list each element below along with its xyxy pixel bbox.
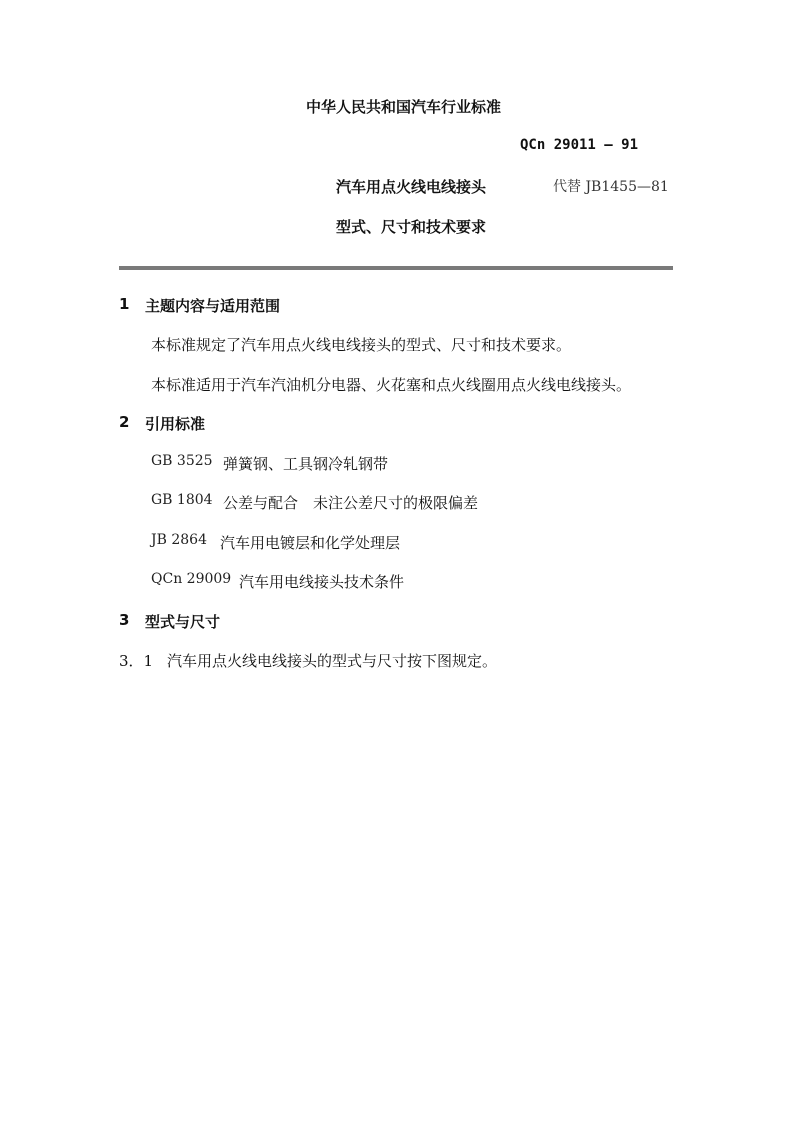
reference-title: 汽车用电线接头技术条件 [239,573,405,591]
section-2-title: 引用标准 [145,415,206,433]
subsection-3-1-text: 汽车用点火线电线接头的型式与尺寸按下图规定。 [167,652,498,670]
section-3-number: 3 [119,611,130,629]
reference-title: 公差与配合 未注公差尺寸的极限偏差 [223,494,479,512]
subsection-3-1-number: 3．1 [119,652,154,670]
standard-header-title: 中华人民共和国汽车行业标准 [306,98,502,116]
reference-title: 弹簧钢、工具钢冷轧钢带 [223,455,389,473]
reference-code: GB 1804 [151,492,213,508]
section-1-paragraph: 本标准规定了汽车用点火线电线接头的型式、尺寸和技术要求。 [151,336,572,354]
section-1-title: 主题内容与适用范围 [145,297,281,315]
header-divider [119,266,673,270]
reference-title: 汽车用电镀层和化学处理层 [220,534,401,552]
document-title-line-1: 汽车用点火线电线接头 [336,178,487,196]
section-3-title: 型式与尺寸 [145,613,221,631]
document-title-line-2: 型式、尺寸和技术要求 [336,218,487,236]
reference-code: QCn 29009 [151,571,232,587]
reference-code: GB 3525 [151,453,213,469]
reference-code: JB 2864 [151,532,207,548]
standard-number: QCn 29011 — 91 [520,137,639,153]
section-2-number: 2 [119,413,130,431]
section-1-paragraph: 本标准适用于汽车汽油机分电器、火花塞和点火线圈用点火线电线接头。 [151,376,632,394]
section-1-number: 1 [119,295,130,313]
replaces-standard: 代替 JB1455—81 [553,179,669,195]
